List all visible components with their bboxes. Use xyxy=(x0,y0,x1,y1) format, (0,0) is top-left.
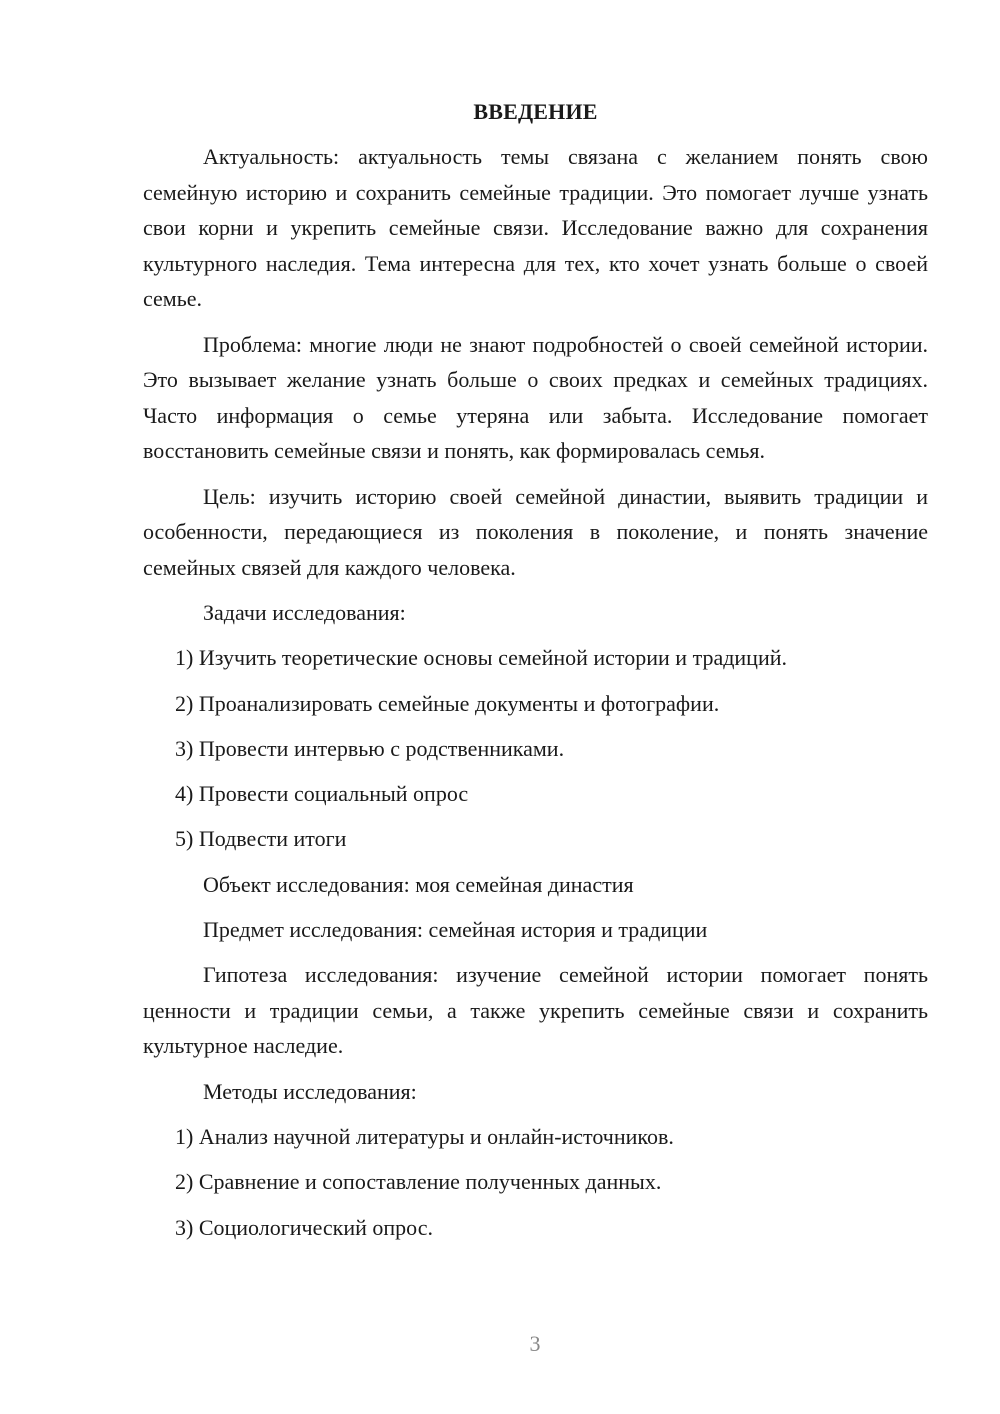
method-item-2: 2) Сравнение и сопоставление полученных данных. xyxy=(175,1169,662,1195)
relevance-paragraph: Актуальность: актуальность темы связана с желанием понять свою семейную историю и сохранить семейные традиции. Это помогает лучше узнать свои корни и укрепить семейные связи. Исследование важно для сохранения культурного наследия. Тема интересна для тех, кто хочет узнать больше о своей семье. xyxy=(143,144,928,311)
task-item-5: 5) Подвести итоги xyxy=(175,826,347,852)
methods-heading: Методы исследования: xyxy=(203,1078,417,1104)
task-item-4: 4) Провести социальный опрос xyxy=(175,781,469,807)
research-object: Объект исследования: моя семейная династия xyxy=(203,871,634,897)
page-content xyxy=(143,94,928,1255)
section-title: ВВЕДЕНИЕ xyxy=(473,99,598,124)
task-item-3: 3) Провести интервью с родственниками. xyxy=(175,735,565,761)
task-item-2: 2) Проанализировать семейные документы и фотографии. xyxy=(175,690,720,716)
problem-paragraph: Проблема: многие люди не знают подробностей о своей семейной истории. Это вызывает желание узнать больше о своих предках и семейных традициях. Часто информация о семье утеряна или забыта. Исследование помогает восстановить семейные связи и понять, как формировалась семья. xyxy=(143,331,928,463)
tasks-heading: Задачи исследования: xyxy=(203,600,406,625)
research-subject: Предмет исследования: семейная история и традиции xyxy=(203,917,708,943)
task-item-1: 1) Изучить теоретические основы семейной истории и традиций. xyxy=(175,645,788,671)
method-item-1: 1) Анализ научной литературы и онлайн-источников. xyxy=(175,1124,674,1150)
page-number: 3 xyxy=(529,1331,541,1356)
method-item-3: 3) Социологический опрос. xyxy=(175,1214,433,1240)
hypothesis-paragraph: Гипотеза исследования: изучение семейной истории помогает понять ценности и традиции семьи, а также укрепить семейные связи и сохранить культурное наследие. xyxy=(143,962,928,1059)
goal-paragraph: Цель: изучить историю своей семейной династии, выявить традиции и особенности, передающиеся из поколения в поколение, и понять значение семейных связей для каждого человека. xyxy=(143,483,928,580)
